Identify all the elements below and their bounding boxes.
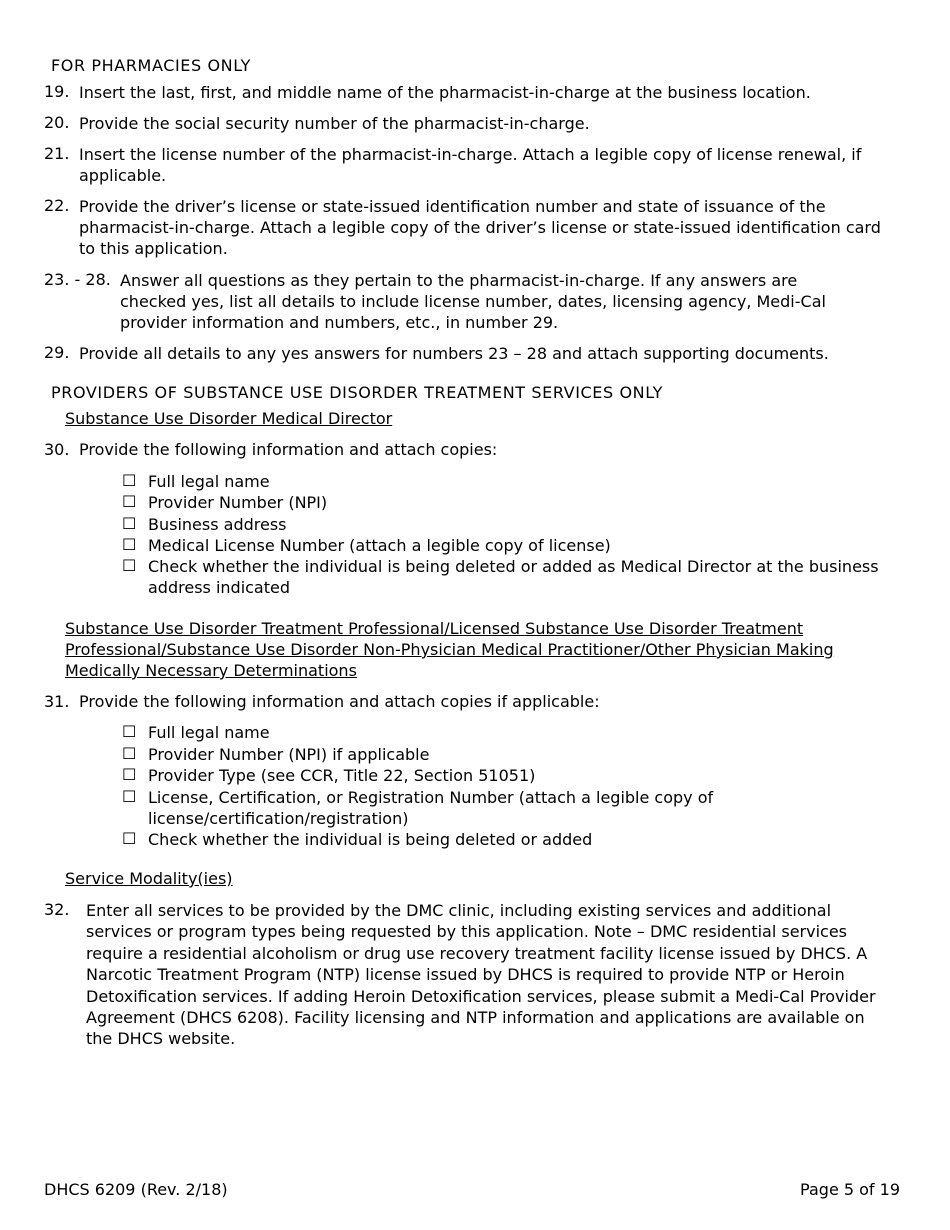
text-line: Professional/Substance Use Disorder Non-Physician Medical Practitioner/Other Physician Making [65,640,834,659]
text-line: to this application. [79,239,228,258]
text-line: Medically Necessary Determinations [65,661,357,680]
item-number-31: 31. [44,692,70,711]
checkbox-icon: ☐ [122,722,137,741]
subheading-medical-director: Substance Use Disorder Medical Director [65,409,393,428]
text-line: license/certification/registration) [148,809,409,828]
checkbox-icon: ☐ [122,535,137,554]
checkbox-icon: ☐ [122,765,137,784]
checklist-item [148,514,287,535]
text-line: Insert the license number of the pharmacist-in-charge. Attach a legible copy of license renewal, if [79,145,862,164]
checkbox-icon: ☐ [122,514,137,533]
checkbox-icon: ☐ [122,744,137,763]
text-line: Full legal name [148,472,270,491]
page-number: Page 5 of 19 [800,1180,900,1199]
text-line: checked yes, list all details to include license number, dates, licensing agency, Medi-Cal [120,292,826,311]
item-number-32: 32. [44,900,70,919]
checkbox-icon: ☐ [122,471,137,490]
item-text-30: Provide the following information and attach copies: [79,440,498,459]
text-line: Check whether the individual is being deleted or added as Medical Director at the business [148,557,879,576]
item-text-32 [86,900,876,1050]
subheading-service-modality: Service Modality(ies) [65,869,233,888]
item-text-22 [79,196,881,259]
section-heading-sud-providers: PROVIDERS OF SUBSTANCE USE DISORDER TREATMENT SERVICES ONLY [51,383,663,402]
item-text-20 [79,113,590,134]
text-line: License, Certification, or Registration Number (attach a legible copy of [148,788,714,807]
checklist-item [148,787,713,829]
checklist-item [148,829,592,850]
checkbox-icon: ☐ [122,556,137,575]
item-text-21 [79,144,861,186]
text-line: require a residential alcoholism or drug use recovery treatment facility license issued by DHCS. A [86,943,868,963]
text-line: Check whether the individual is being deleted or added [148,830,593,849]
text-line: Medical License Number (attach a legible copy of license) [148,536,611,555]
checklist-item [148,744,429,765]
checklist-item [148,535,611,556]
text-line: Enter all services to be provided by the DMC clinic, including existing services and additional [86,901,832,920]
item-text-29 [79,343,829,364]
text-line: applicable. [79,166,167,185]
item-number-22: 22. [44,196,70,215]
item-number-23-28: 23. - 28. [44,270,111,289]
checklist-item [148,471,270,492]
text-line: Provide all details to any yes answers for numbers 23 – 28 and attach supporting documents. [79,344,829,363]
text-line: provider information and numbers, etc., in number 29. [120,313,559,332]
text-line: Substance Use Disorder Treatment Professional/Licensed Substance Use Disorder Treatment [65,619,804,638]
text-line: services or program types being requested by this application. Note – DMC residential services [86,922,848,942]
item-number-21: 21. [44,144,70,163]
text-line: Business address [148,515,287,534]
text-line: Provider Number (NPI) [148,493,328,512]
text-line: Agreement (DHCS 6208). Facility licensing and NTP information and applications are available on [86,1008,865,1028]
checklist-item [148,722,270,743]
text-line: pharmacist-in-charge. Attach a legible copy of the driver’s license or state-issued identification card [79,218,881,237]
text-line: Answer all questions as they pertain to the pharmacist-in-charge. If any answers are [120,271,798,290]
checkbox-icon: ☐ [122,787,137,806]
item-text-19 [79,82,811,103]
item-text-31: Provide the following information and attach copies if applicable: [79,692,600,711]
item-number-20: 20. [44,113,70,132]
text-line: Detoxification services. If adding Heroin Detoxification services, please submit a Medi-Cal Provider [86,986,876,1006]
checklist-item [148,492,327,513]
text-line: Provider Number (NPI) if applicable [148,745,430,764]
checkbox-icon: ☐ [122,492,137,511]
checkbox-icon: ☐ [122,829,137,848]
text-line: the DHCS website. [86,1029,236,1049]
text-line: Provide the driver’s license or state-issued identification number and state of issuance of the [79,197,826,216]
text-line: Provide the social security number of the pharmacist-in-charge. [79,114,590,133]
checklist-item [148,556,879,598]
text-line: Narcotic Treatment Program (NTP) license issued by DHCS is required to provide NTP or Heroin [86,965,845,985]
item-number-29: 29. [44,343,70,362]
text-line: Full legal name [148,723,270,742]
text-line: address indicated [148,578,291,597]
section-heading-pharmacies: FOR PHARMACIES ONLY [51,56,251,75]
checklist-item [148,765,535,786]
form-identifier: DHCS 6209 (Rev. 2/18) [44,1180,228,1199]
subheading-professional [65,618,834,681]
text-line: Provider Type (see CCR, Title 22, Section 51051) [148,766,536,785]
item-number-30: 30. [44,440,70,459]
item-number-19: 19. [44,82,70,101]
item-text-23-28 [120,270,826,333]
text-line: Insert the last, first, and middle name of the pharmacist-in-charge at the business location. [79,83,811,102]
